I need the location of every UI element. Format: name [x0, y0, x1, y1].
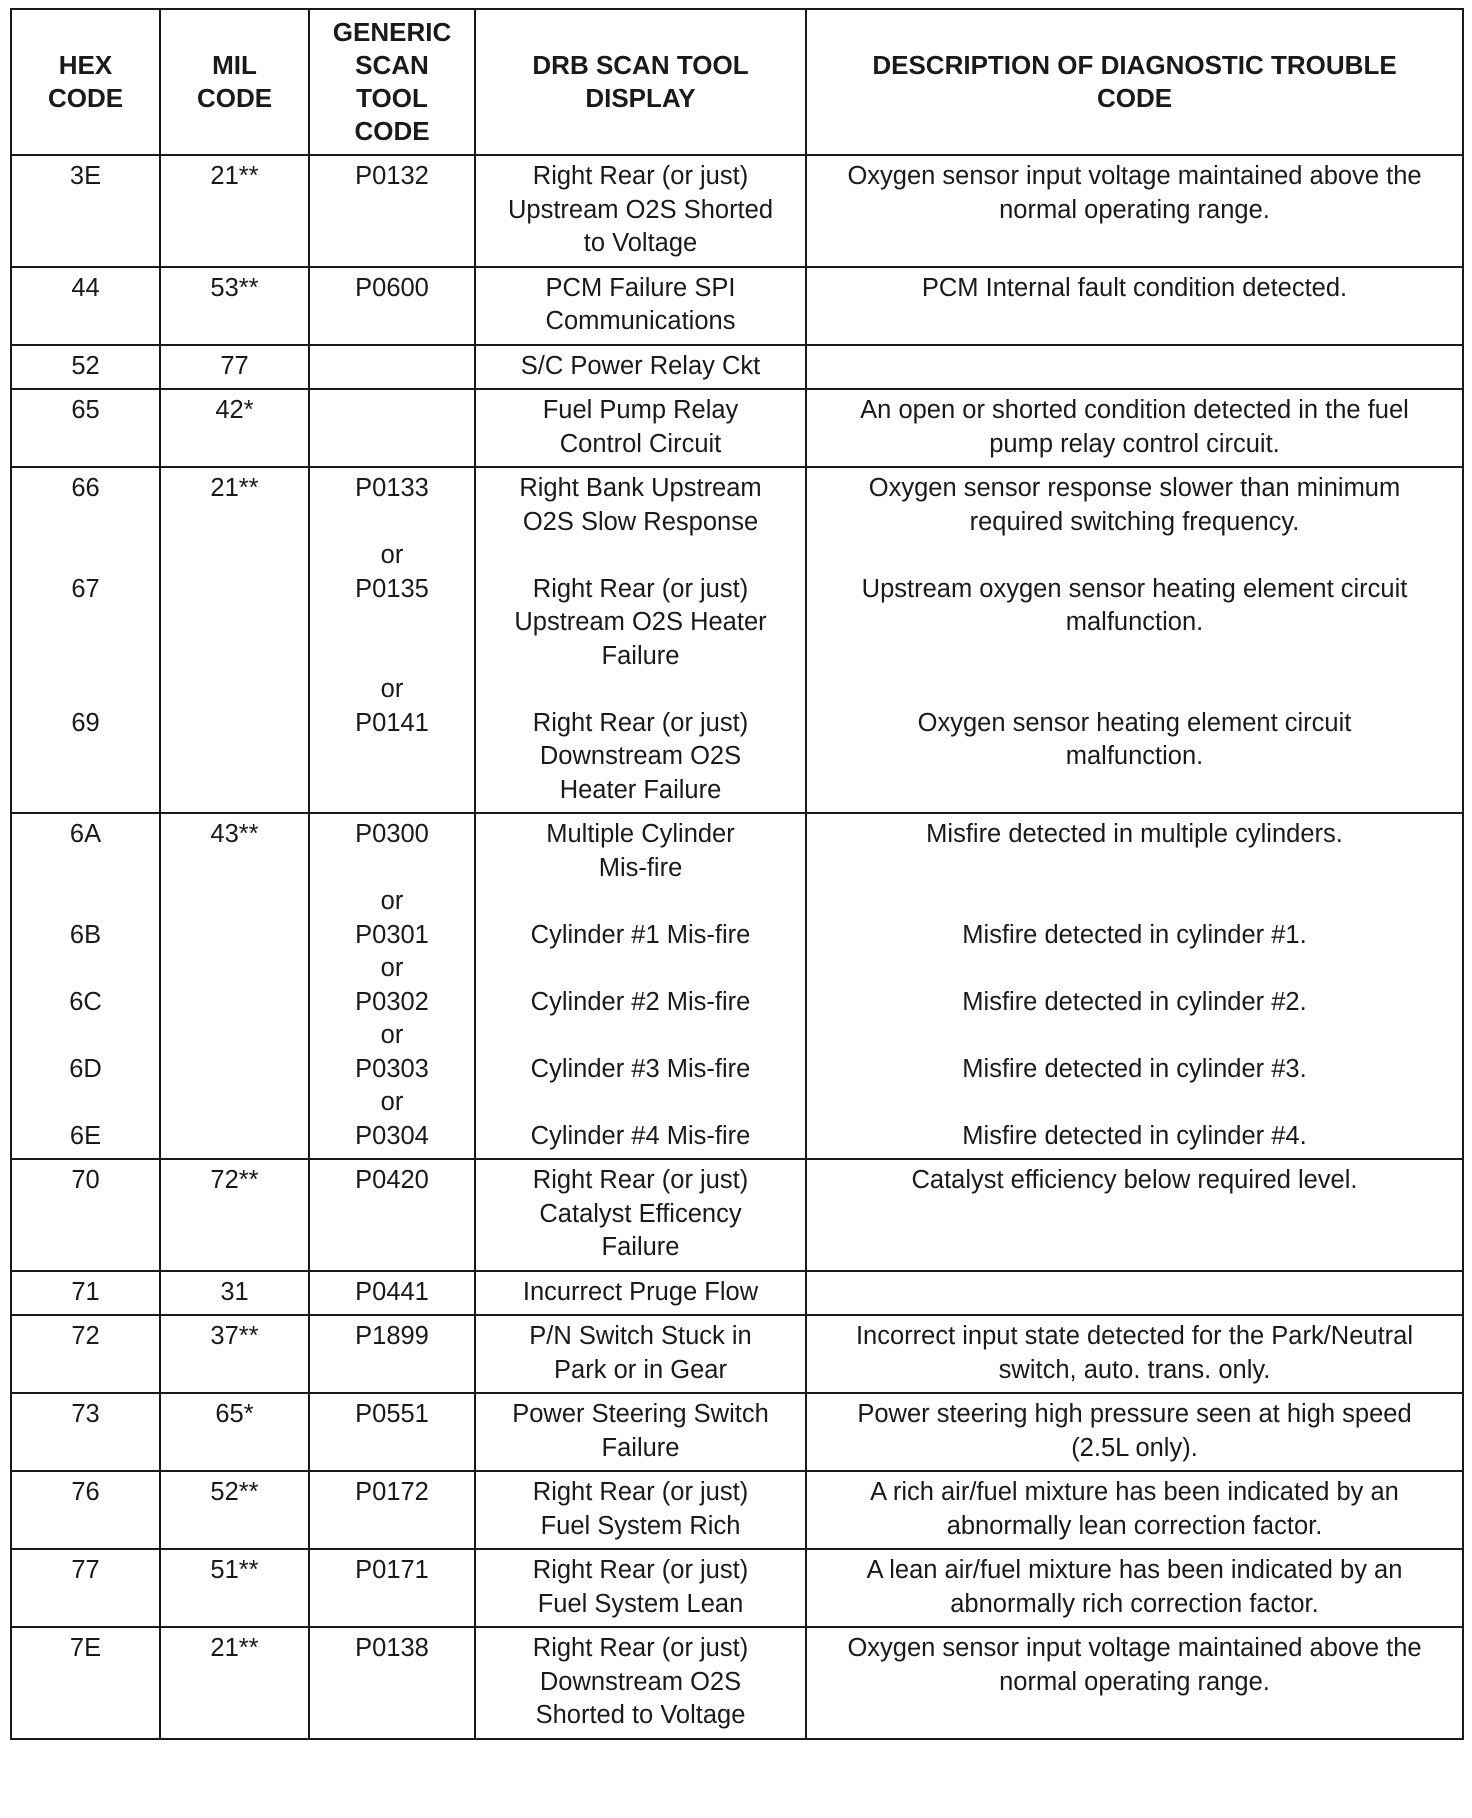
- mil-code-line: [161, 919, 308, 953]
- hex-code-cell: [11, 1393, 160, 1471]
- hex-code-line: [12, 885, 159, 919]
- drb-display-line: Right Rear (or just): [532, 1634, 749, 1662]
- description-line: [807, 539, 1462, 573]
- generic-code-line: P0172: [355, 1478, 429, 1506]
- mil-code-line: 72**: [210, 1166, 259, 1194]
- hex-code-cell: [11, 155, 160, 267]
- description-line: Oxygen sensor input voltage maintained above the: [847, 1634, 1422, 1662]
- generic-code-cell: [309, 345, 475, 390]
- hex-code-line: 76: [71, 1478, 100, 1506]
- generic-code-line: [310, 774, 474, 808]
- generic-code-line: P0300: [355, 820, 429, 848]
- hex-code-cell: [11, 267, 160, 345]
- generic-code-cell: [309, 1471, 475, 1549]
- drb-display-line: [476, 885, 805, 919]
- generic-code-line: P0133: [355, 474, 429, 502]
- mil-code-line: 21**: [210, 1634, 259, 1662]
- table-row: [11, 1315, 1463, 1393]
- hex-code-line: [12, 606, 159, 640]
- drb-display-line: Right Rear (or just): [532, 1556, 749, 1584]
- table-row: [11, 1159, 1463, 1271]
- hex-code-line: [12, 952, 159, 986]
- mil-code-cell: [160, 1271, 309, 1316]
- hex-code-cell: [11, 1627, 160, 1739]
- generic-code-line: P0135: [355, 574, 429, 603]
- generic-code-cell: [309, 1159, 475, 1271]
- hex-code-line: 6E: [69, 1121, 102, 1150]
- description-line: A rich air/fuel mixture has been indicated by an: [870, 1478, 1399, 1506]
- header-row: [11, 9, 1463, 155]
- table-body: [11, 155, 1463, 1739]
- drb-display-cell: [475, 1627, 806, 1739]
- dtc-table: [10, 8, 1464, 1740]
- drb-display-cell: [475, 1271, 806, 1316]
- hex-code-line: 44: [71, 273, 100, 302]
- mil-code-line: [161, 952, 308, 986]
- table-row: [11, 1271, 1463, 1316]
- generic-code-line: P0132: [355, 162, 429, 190]
- hex-code-line: 73: [71, 1400, 100, 1428]
- drb-display-line: to Voltage: [583, 229, 698, 257]
- hex-code-cell: [11, 389, 160, 467]
- drb-display-line: Cylinder #4 Mis-fire: [530, 1121, 751, 1150]
- description-line: Misfire detected in cylinder #3.: [962, 1054, 1307, 1083]
- drb-display-line: Downstream O2S: [539, 742, 742, 770]
- hex-code-line: 69: [71, 708, 100, 737]
- description-line: [807, 774, 1462, 808]
- generic-code-line: P0303: [355, 1054, 429, 1083]
- mil-code-line: 21**: [210, 162, 259, 190]
- drb-display-cell: [475, 1471, 806, 1549]
- drb-display-cell: [475, 389, 806, 467]
- description-line: PCM Internal fault condition detected.: [921, 273, 1348, 302]
- description-cell: [806, 345, 1463, 390]
- generic-code-line: P0301: [355, 920, 429, 949]
- description-cell: [806, 1471, 1463, 1549]
- mil-code-cell: [160, 1549, 309, 1627]
- drb-display-line: Right Bank Upstream: [519, 474, 762, 502]
- generic-code-cell: [309, 389, 475, 467]
- header-description: DESCRIPTION OF DIAGNOSTIC TROUBLE CODE: [806, 9, 1463, 155]
- mil-code-line: [161, 1019, 308, 1053]
- hex-code-cell: [11, 1271, 160, 1316]
- table-header: [11, 9, 1463, 155]
- description-line: required switching frequency.: [969, 507, 1300, 536]
- hex-code-line: 6D: [69, 1054, 102, 1083]
- hex-code-line: [12, 539, 159, 573]
- drb-display-line: Mis-fire: [598, 853, 683, 882]
- description-cell: [806, 155, 1463, 267]
- drb-display-line: Right Rear (or just): [532, 708, 749, 737]
- drb-display-line: S/C Power Relay Ckt: [520, 351, 761, 380]
- mil-code-line: [161, 673, 308, 707]
- generic-code-line: P0171: [355, 1556, 429, 1584]
- description-line: Oxygen sensor input voltage maintained above the: [847, 162, 1422, 190]
- generic-code-cell: [309, 267, 475, 345]
- hex-code-line: 65: [71, 396, 100, 424]
- description-line: Misfire detected in multiple cylinders.: [926, 820, 1343, 848]
- hex-code-line: 6A: [69, 820, 102, 848]
- drb-display-line: Right Rear (or just): [532, 162, 749, 190]
- hex-code-cell: [11, 813, 160, 1159]
- drb-display-line: Catalyst Efficency: [539, 1199, 742, 1228]
- drb-display-line: Right Rear (or just): [532, 1166, 749, 1194]
- hex-code-line: [12, 740, 159, 774]
- description-line: abnormally lean correction factor.: [946, 1511, 1323, 1540]
- generic-code-cell: [309, 1315, 475, 1393]
- drb-display-line: Failure: [601, 641, 680, 670]
- generic-code-line: [310, 506, 474, 540]
- drb-display-line: Cylinder #2 Mis-fire: [530, 987, 751, 1016]
- header-mil-code: MIL CODE: [160, 9, 309, 155]
- drb-display-cell: [475, 345, 806, 390]
- drb-display-line: Upstream O2S Heater: [514, 608, 767, 636]
- mil-code-cell: [160, 267, 309, 345]
- mil-code-line: 37**: [210, 1322, 259, 1350]
- drb-display-line: Fuel Pump Relay: [542, 396, 739, 424]
- generic-code-line: [310, 640, 474, 674]
- mil-code-line: [161, 573, 308, 607]
- drb-display-line: Downstream O2S: [539, 1667, 742, 1696]
- mil-code-line: [161, 1086, 308, 1120]
- mil-code-line: 52**: [210, 1478, 259, 1506]
- description-line: Incorrect input state detected for the Park/Neutral: [855, 1322, 1414, 1350]
- drb-display-cell: [475, 467, 806, 813]
- hex-code-line: [12, 774, 159, 808]
- mil-code-line: 31: [220, 1277, 249, 1306]
- description-cell: [806, 1627, 1463, 1739]
- generic-code-line: P0551: [355, 1400, 429, 1428]
- generic-code-line: P0441: [355, 1277, 429, 1306]
- description-line: An open or shorted condition detected in the fuel: [860, 396, 1409, 424]
- hex-code-line: [12, 640, 159, 674]
- description-line: Oxygen sensor response slower than minimum: [868, 474, 1401, 502]
- hex-code-line: [12, 673, 159, 707]
- mil-code-line: [161, 1053, 308, 1087]
- hex-code-cell: [11, 1471, 160, 1549]
- generic-code-line: or: [380, 675, 404, 703]
- drb-display-line: Cylinder #1 Mis-fire: [530, 920, 751, 949]
- generic-code-line: [310, 394, 474, 428]
- hex-code-line: 72: [71, 1322, 100, 1350]
- table-row: [11, 1471, 1463, 1549]
- header-drb-scan-tool-display: DRB SCAN TOOL DISPLAY: [475, 9, 806, 155]
- drb-display-line: Failure: [601, 1233, 680, 1261]
- generic-code-line: or: [380, 887, 404, 915]
- description-line: [807, 852, 1462, 886]
- description-line: [807, 1086, 1462, 1120]
- hex-code-cell: [11, 345, 160, 390]
- mil-code-line: 51**: [210, 1556, 259, 1584]
- mil-code-line: 43**: [210, 820, 259, 848]
- description-line: [807, 350, 1462, 384]
- table-row: [11, 813, 1463, 1159]
- mil-code-cell: [160, 1471, 309, 1549]
- drb-display-line: Control Circuit: [559, 429, 722, 458]
- description-line: Misfire detected in cylinder #1.: [962, 920, 1307, 949]
- mil-code-line: 65*: [215, 1400, 254, 1428]
- mil-code-line: [161, 774, 308, 808]
- mil-code-line: [161, 1120, 308, 1154]
- mil-code-cell: [160, 1159, 309, 1271]
- description-cell: [806, 389, 1463, 467]
- mil-code-cell: [160, 155, 309, 267]
- hex-code-line: 52: [71, 351, 100, 380]
- mil-code-line: [161, 640, 308, 674]
- mil-code-cell: [160, 467, 309, 813]
- mil-code-line: 77: [220, 351, 249, 380]
- description-cell: [806, 467, 1463, 813]
- mil-code-line: [161, 986, 308, 1020]
- mil-code-line: 53**: [210, 273, 259, 302]
- generic-code-line: [310, 852, 474, 886]
- description-line: [807, 952, 1462, 986]
- drb-display-line: [476, 1086, 805, 1120]
- hex-code-cell: [11, 467, 160, 813]
- generic-code-cell: [309, 467, 475, 813]
- drb-display-line: Shorted to Voltage: [535, 1701, 746, 1729]
- mil-code-line: 42*: [215, 396, 254, 424]
- drb-display-line: Park or in Gear: [554, 1355, 727, 1384]
- drb-display-cell: [475, 813, 806, 1159]
- mil-code-line: 21**: [210, 474, 259, 502]
- generic-code-line: [310, 740, 474, 774]
- drb-display-line: Right Rear (or just): [532, 1478, 749, 1506]
- table-row: [11, 345, 1463, 390]
- description-cell: [806, 1315, 1463, 1393]
- generic-code-line: P0600: [355, 273, 429, 302]
- drb-display-cell: [475, 1159, 806, 1271]
- hex-code-line: 3E: [69, 162, 102, 190]
- generic-code-line: or: [380, 1088, 404, 1116]
- hex-code-line: 6B: [69, 920, 102, 949]
- drb-display-line: O2S Slow Response: [522, 507, 759, 536]
- generic-code-line: [310, 350, 474, 384]
- hex-code-line: 66: [71, 474, 100, 502]
- description-line: [807, 1019, 1462, 1053]
- generic-code-line: P0304: [355, 1121, 429, 1150]
- drb-display-line: Incurrect Pruge Flow: [522, 1277, 759, 1306]
- drb-display-line: [476, 1019, 805, 1053]
- mil-code-line: [161, 852, 308, 886]
- drb-display-line: PCM Failure SPI: [545, 273, 736, 302]
- drb-display-line: Cylinder #3 Mis-fire: [530, 1054, 751, 1083]
- drb-display-line: Upstream O2S Shorted: [507, 195, 774, 224]
- hex-code-line: [12, 1086, 159, 1120]
- description-line: malfunction.: [1065, 742, 1204, 770]
- table-row: [11, 467, 1463, 813]
- description-line: (2.5L only).: [1071, 1433, 1198, 1462]
- table-row: [11, 1393, 1463, 1471]
- mil-code-cell: [160, 345, 309, 390]
- description-line: Upstream oxygen sensor heating element circuit: [861, 574, 1408, 603]
- description-line: pump relay control circuit.: [989, 429, 1280, 458]
- hex-code-cell: [11, 1315, 160, 1393]
- generic-code-line: P0302: [355, 987, 429, 1016]
- generic-code-line: [310, 606, 474, 640]
- hex-code-line: 7E: [69, 1634, 102, 1662]
- generic-code-line: P0138: [355, 1634, 429, 1662]
- drb-display-cell: [475, 1393, 806, 1471]
- drb-display-line: Power Steering Switch: [512, 1400, 769, 1428]
- hex-code-cell: [11, 1159, 160, 1271]
- mil-code-line: [161, 707, 308, 741]
- hex-code-cell: [11, 1549, 160, 1627]
- description-line: [807, 640, 1462, 674]
- drb-display-line: [476, 952, 805, 986]
- drb-display-line: Right Rear (or just): [532, 574, 749, 603]
- table-row: [11, 1549, 1463, 1627]
- table-row: [11, 155, 1463, 267]
- drb-display-cell: [475, 267, 806, 345]
- drb-display-cell: [475, 1549, 806, 1627]
- description-line: Catalyst efficiency below required level.: [911, 1166, 1358, 1194]
- mil-code-cell: [160, 813, 309, 1159]
- generic-code-cell: [309, 155, 475, 267]
- description-line: Power steering high pressure seen at high speed: [857, 1400, 1412, 1428]
- generic-code-cell: [309, 1627, 475, 1739]
- generic-code-line: P1899: [355, 1322, 429, 1350]
- mil-code-cell: [160, 1627, 309, 1739]
- header-generic-scan-tool-code: GENERIC SCAN TOOL CODE: [309, 9, 475, 155]
- generic-code-line: or: [380, 541, 404, 569]
- generic-code-cell: [309, 813, 475, 1159]
- description-cell: [806, 1393, 1463, 1471]
- generic-code-line: or: [380, 1021, 404, 1049]
- description-cell: [806, 1549, 1463, 1627]
- mil-code-cell: [160, 389, 309, 467]
- generic-code-line: P0141: [355, 708, 429, 737]
- drb-display-line: Failure: [601, 1433, 680, 1462]
- drb-display-line: [476, 673, 805, 707]
- drb-display-line: Heater Failure: [559, 775, 722, 804]
- table-row: [11, 267, 1463, 345]
- drb-display-line: [476, 539, 805, 573]
- generic-code-cell: [309, 1271, 475, 1316]
- drb-display-cell: [475, 1315, 806, 1393]
- description-line: malfunction.: [1065, 608, 1204, 636]
- mil-code-cell: [160, 1315, 309, 1393]
- description-line: A lean air/fuel mixture has been indicated by an: [866, 1556, 1403, 1584]
- description-line: switch, auto. trans. only.: [998, 1355, 1271, 1384]
- description-cell: [806, 813, 1463, 1159]
- description-line: [807, 1276, 1462, 1310]
- generic-code-cell: [309, 1549, 475, 1627]
- generic-code-line: P0420: [355, 1166, 429, 1194]
- drb-display-line: Fuel System Lean: [537, 1589, 744, 1618]
- table-row: [11, 389, 1463, 467]
- description-cell: [806, 1271, 1463, 1316]
- mil-code-line: [161, 506, 308, 540]
- description-cell: [806, 267, 1463, 345]
- description-line: [807, 673, 1462, 707]
- drb-display-line: Fuel System Rich: [540, 1511, 741, 1540]
- hex-code-line: 67: [71, 574, 100, 603]
- description-line: normal operating range.: [999, 1667, 1270, 1696]
- mil-code-line: [161, 885, 308, 919]
- hex-code-line: [12, 1019, 159, 1053]
- hex-code-line: [12, 506, 159, 540]
- description-cell: [806, 1159, 1463, 1271]
- hex-code-line: 6C: [69, 987, 102, 1016]
- mil-code-line: [161, 606, 308, 640]
- description-line: Oxygen sensor heating element circuit: [917, 708, 1352, 737]
- mil-code-cell: [160, 1393, 309, 1471]
- generic-code-cell: [309, 1393, 475, 1471]
- description-line: normal operating range.: [999, 195, 1270, 224]
- mil-code-line: [161, 740, 308, 774]
- generic-code-line: or: [380, 954, 404, 982]
- drb-display-line: Communications: [545, 307, 736, 335]
- hex-code-line: 77: [71, 1556, 100, 1584]
- description-line: Misfire detected in cylinder #4.: [962, 1121, 1307, 1150]
- drb-display-cell: [475, 155, 806, 267]
- description-line: abnormally rich correction factor.: [950, 1589, 1319, 1618]
- drb-display-line: P/N Switch Stuck in: [529, 1322, 752, 1350]
- mil-code-line: [161, 539, 308, 573]
- hex-code-line: 71: [71, 1277, 100, 1306]
- header-hex-code: HEX CODE: [11, 9, 160, 155]
- hex-code-line: [12, 852, 159, 886]
- drb-display-line: Multiple Cylinder: [546, 820, 735, 848]
- hex-code-line: 70: [71, 1166, 100, 1194]
- table-row: [11, 1627, 1463, 1739]
- description-line: Misfire detected in cylinder #2.: [962, 987, 1307, 1016]
- description-line: [807, 885, 1462, 919]
